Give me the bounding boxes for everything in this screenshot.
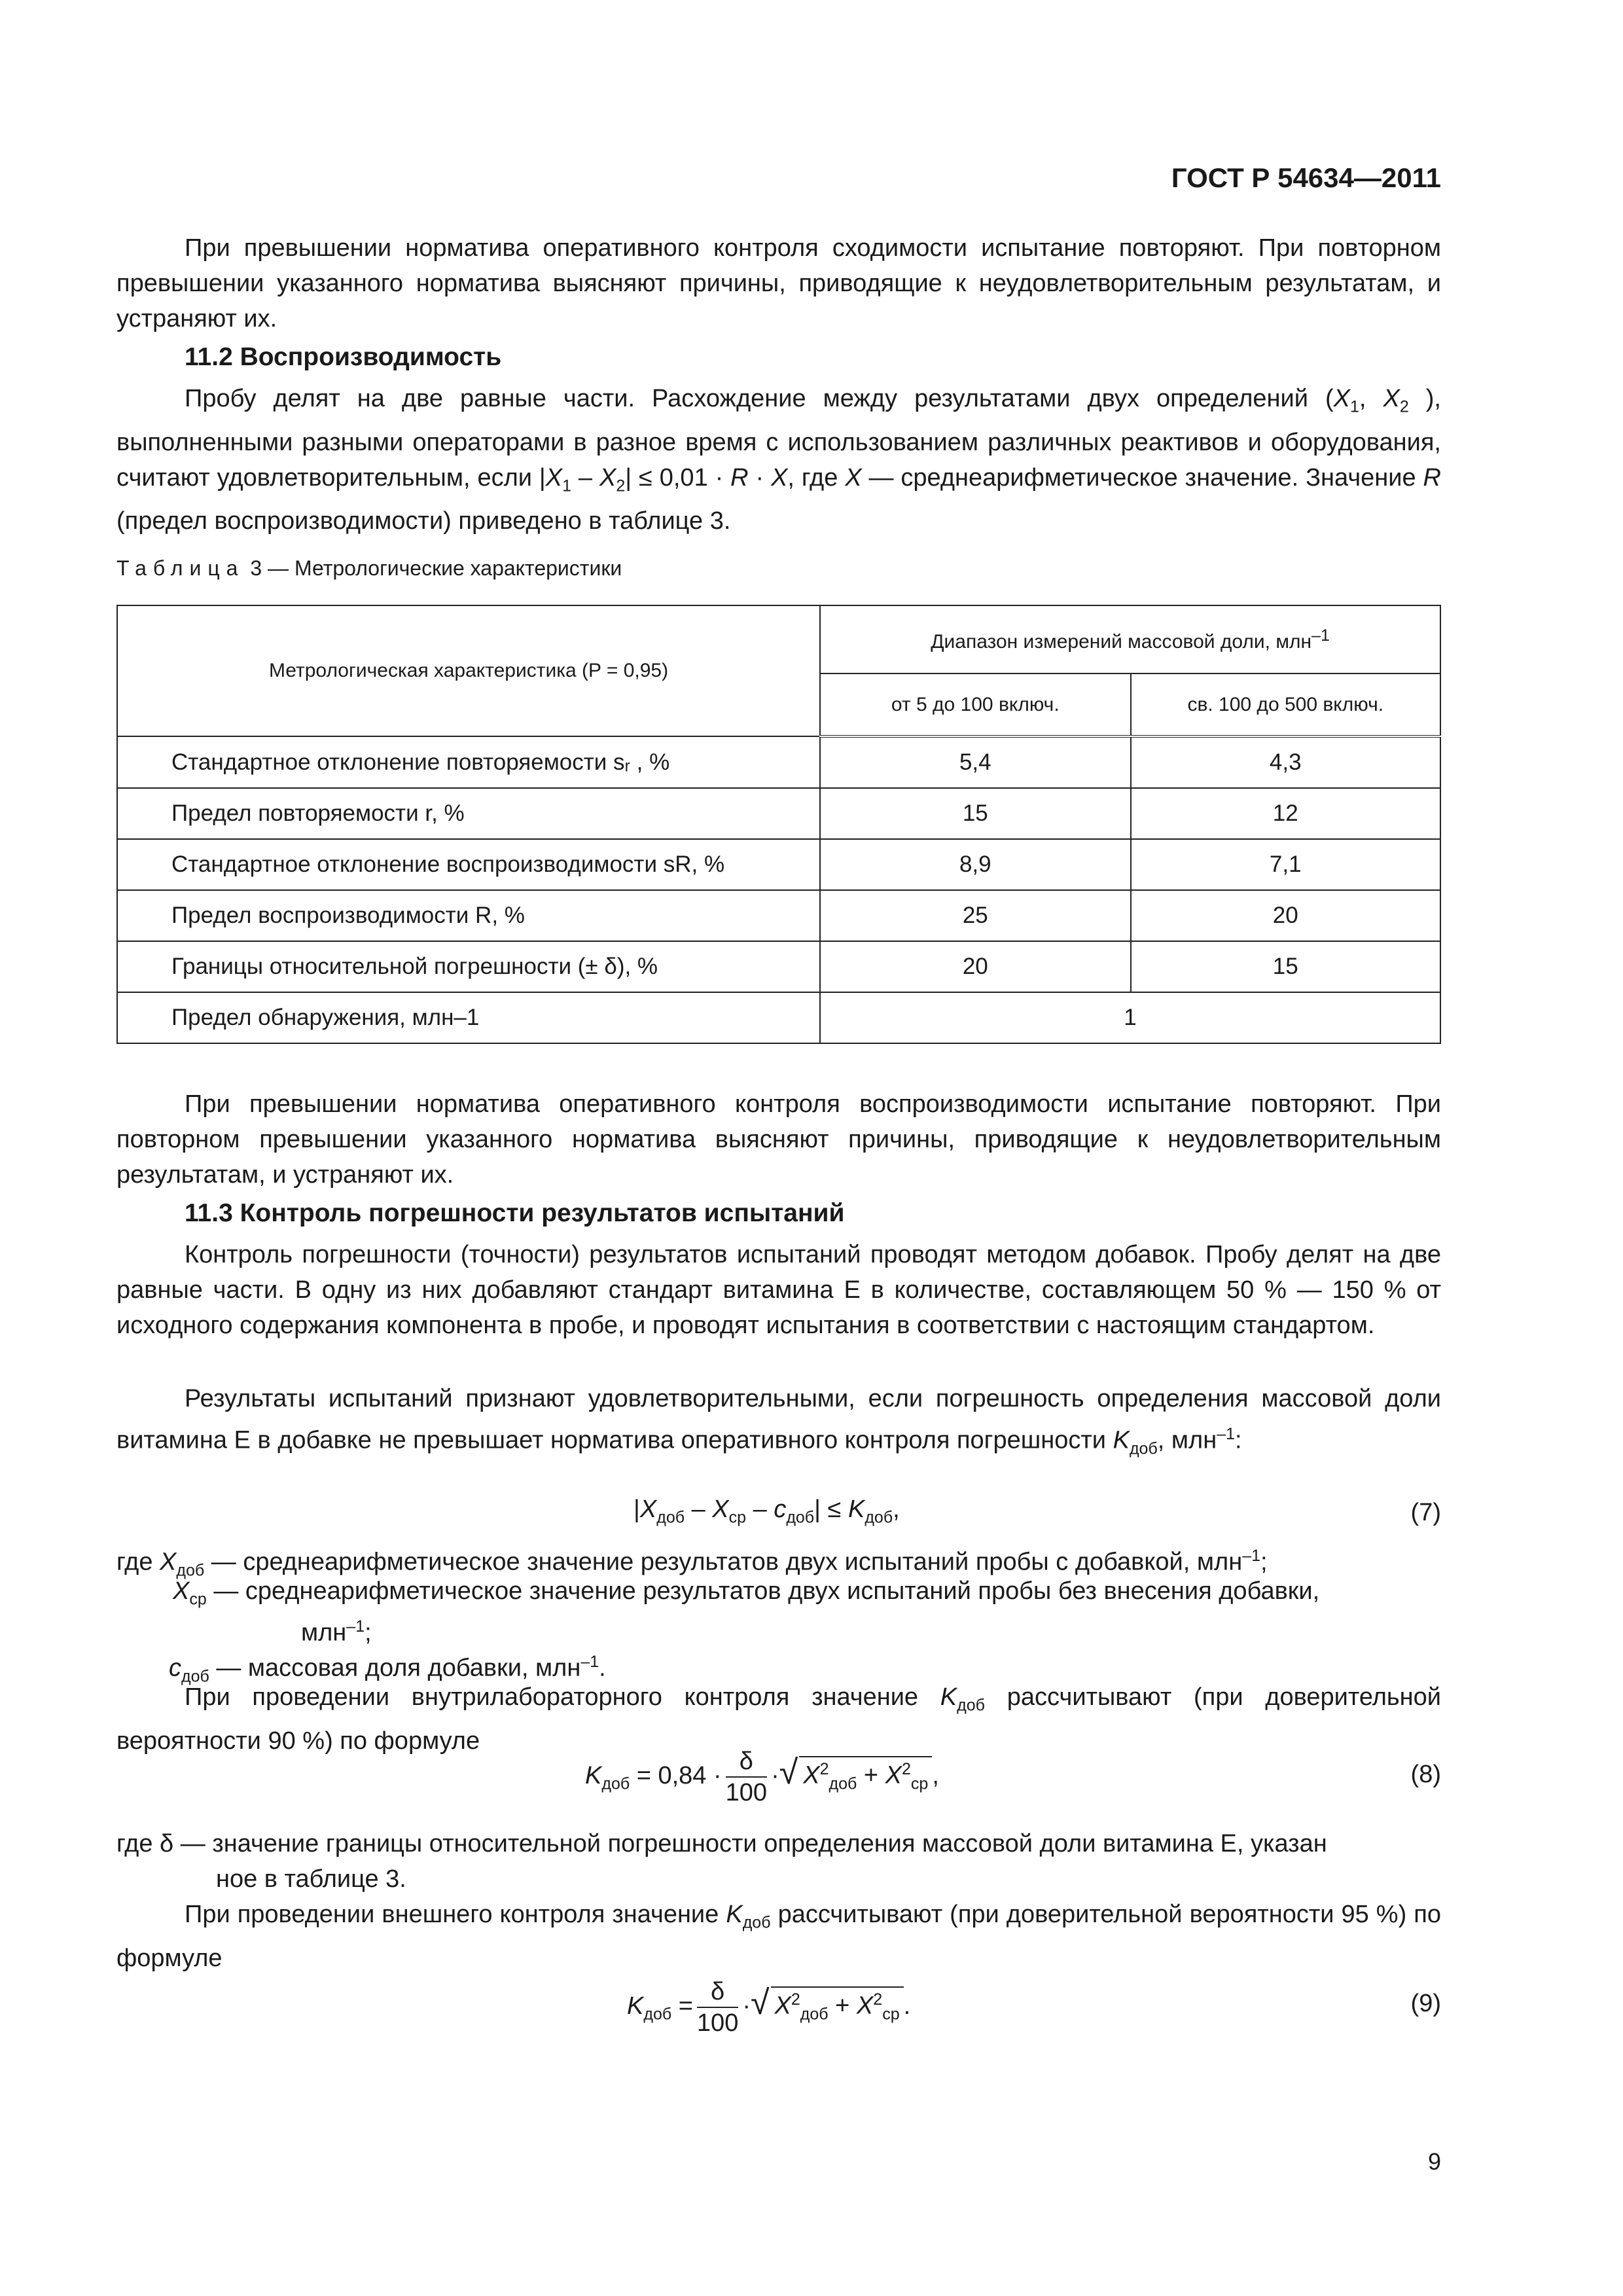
- where-x-sr-unit: млн$^{-1}$;: [301, 1617, 372, 1647]
- paragraph-external-control: При проведении внешнего контроля значение $K_{доб}$ рассчитывают (при доверительной вероятности 95 %) по формуле: [116, 1901, 1442, 1972]
- heading-11-3: 11.3 Контроль погрешности результатов испытаний: [185, 1199, 845, 1227]
- paragraph-internal-control: При проведении внутрилабораторного контроля значение $K_{доб}$ рассчитывают (при доверительной вероятности 90 %) по формуле: [116, 1683, 1442, 1755]
- metrology-table: [116, 605, 1441, 1044]
- paragraph-accuracy-criterion: Результаты испытаний признают удовлетворительными, если погрешность определения массовой доли витамина Е в добавке не превышает норматива оперативного контроля погрешности $K_{доб}$, млн$^{-1}$:: [116, 1385, 1441, 1458]
- table-row: Стандартное отклонение повторяемости sᵣ , % 5,4 4,3: [117, 736, 1440, 788]
- page-number: 9: [1427, 2148, 1441, 2175]
- document-page: [116, 0, 1441, 2296]
- formula-7: $|X_{доб} - X_{ср} - c_{доб}| \le K_{доб}$,: [633, 1496, 900, 1527]
- heading-11-2: 11.2 Воспроизводимость: [185, 343, 502, 371]
- table-row: Предел обнаружения, млн–1 1: [117, 992, 1440, 1043]
- paragraph-reproducibility: Пробу делят на две равные части. Расхождение между результатами двух определений ($X_1$, $X_2$ ), выполненными разными операторами в разное время с использованием различных реактивов и оборудования, считают удовлетворительным, если $|X_1 - X_2| \le 0,01 \cdot R \cdot X$, где X — среднеарифметическое значение. Значение R (предел воспроизводимости) приведено в таблице 3.: [116, 385, 1441, 535]
- table-row: Стандартное отклонение воспроизводимости sR, % 8,9 7,1: [117, 839, 1440, 890]
- equation-number-7: (7): [1410, 1499, 1441, 1526]
- where-delta: где δ — значение границы относительной погрешности определения массовой доли витамина Е, указан: [116, 1830, 1327, 1857]
- table-caption: Таблица 3 — Метрологические характеристики: [116, 556, 622, 580]
- header-range-high: св. 100 до 500 включ.: [1131, 673, 1440, 736]
- where-c-dob: $c_{доб}$ — массовая доля добавки, млн$^{-1}$.: [169, 1653, 606, 1686]
- where-delta-cont: ное в таблице 3.: [216, 1865, 406, 1893]
- header-characteristic: Метрологическая характеристика (P = 0,95): [117, 605, 820, 736]
- where-x-dob: где $X_{доб}$ — среднеарифметическое значение результатов двух испытаний пробы с добавкой, млн$^{-1}$;: [116, 1547, 1268, 1580]
- header-range: Диапазон измерений массовой доли, млн$^{-1}$: [820, 605, 1440, 673]
- equation-number-8: (8): [1410, 1761, 1441, 1788]
- paragraph-reproducibility-exceed: При превышении норматива оперативного контроля воспроизводимости испытание повторяют. При повторном превышении указанного норматива выясняют причины, приводящие к неудовлетворительным результатам, и устраняют их.: [116, 1090, 1441, 1189]
- header-range-low: от 5 до 100 включ.: [820, 673, 1130, 736]
- table-row: Предел повторяемости r, % 15 12: [117, 788, 1440, 839]
- table-row: Предел воспроизводимости R, % 25 20: [117, 890, 1440, 941]
- formula-9: $K_{доб}$ = $\frac{\delta}{100}$ ·√ $X^2_{доб} + X^2_{ср}$ .: [627, 1978, 911, 2037]
- table-row: Границы относительной погрешности (± δ), % 20 15: [117, 941, 1440, 992]
- formula-8: $K_{доб} = 0,84$ · $\frac{\delta}{100}$ ·√ $X^2_{доб} + X^2_{ср}$ ,: [585, 1748, 939, 1806]
- paragraph-additive-method: Контроль погрешности (точности) результатов испытаний проводят методом добавок. Пробу делят на две равные части. В одну из них добавляют стандарт витамина Е в количестве, составляющем 50 % — 150 % от исходного содержания компонента в пробе, и проводят испытания в соответствии с настоящим стандартом.: [116, 1241, 1441, 1339]
- paragraph-repeatability: При превышении норматива оперативного контроля сходимости испытание повторяют. При повторном превышении указанного норматива выясняют причины, приводящие к неудовлетворительным результатам, и устраняют их.: [116, 234, 1441, 332]
- where-x-sr: $X_{ср}$ — среднеарифметическое значение результатов двух испытаний пробы без внесения добавки,: [173, 1577, 1320, 1609]
- standard-number: ГОСТ Р 54634—2011: [1171, 162, 1441, 193]
- equation-number-9: (9): [1410, 1990, 1441, 2017]
